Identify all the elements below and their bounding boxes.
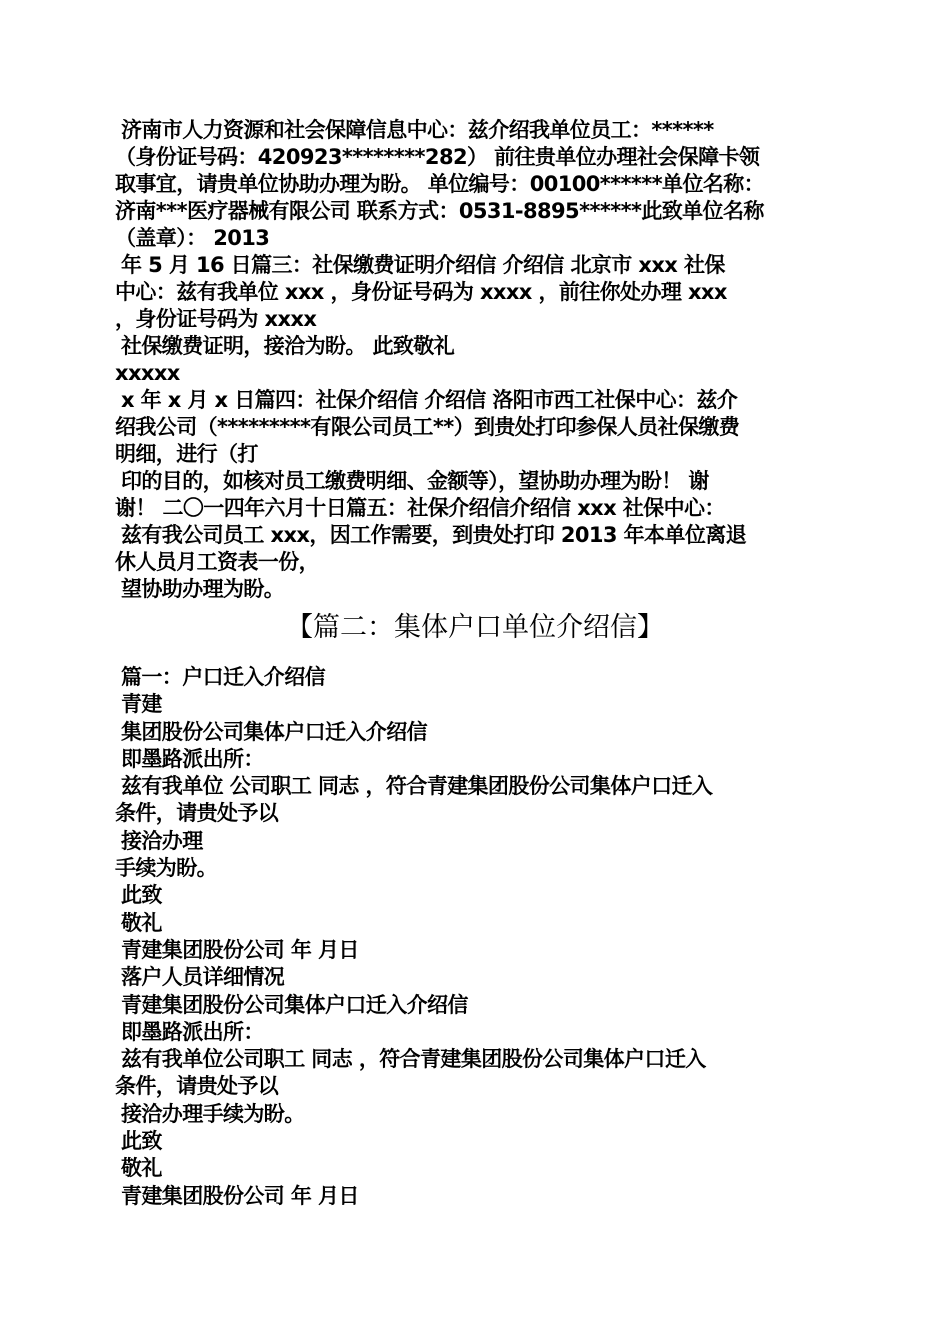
- text-line: 手续为盼。: [115, 856, 217, 881]
- text-line: 青建集团股份公司集体户口迁入介绍信: [121, 992, 468, 1017]
- text-line: 条件，请贵处予以: [115, 1074, 279, 1099]
- text-line: 条件，请贵处予以: [115, 801, 279, 826]
- text-line: 青建集团股份公司 年 月日: [121, 1183, 359, 1208]
- text-line: ，身份证号码为 xxxx: [115, 307, 317, 331]
- text-line: 落户人员详细情况: [121, 965, 285, 990]
- text-line: 青建集团股份公司 年 月日: [121, 937, 359, 962]
- text-line: xxxxx: [115, 361, 180, 385]
- text-line: 兹有我单位公司职工 同志 ，符合青建集团股份公司集体户口迁入: [121, 1047, 706, 1072]
- text-line: 青建: [121, 692, 162, 717]
- text-line: 即墨路派出所：: [121, 746, 264, 771]
- text-line: 敬礼: [121, 1156, 162, 1181]
- section-heading: 【篇二：集体户口单位介绍信】: [286, 612, 664, 643]
- text-line: 中心：兹有我单位 xxx ，身份证号码为 xxxx ，前往你处办理 xxx: [115, 280, 727, 304]
- text-line: 休人员月工资表一份，: [115, 550, 319, 574]
- text-line: 年 5 月 16 日篇三：社保缴费证明介绍信 介绍信 北京市 xxx 社保: [121, 253, 725, 277]
- text-line: 明细，进行（打: [115, 442, 258, 466]
- section-social-security-letters: [115, 117, 835, 603]
- text-line: 接洽办理手续为盼。: [121, 1101, 305, 1126]
- text-line: 谢！ 二〇一四年六月十日篇五：社保介绍信介绍信 xxx 社保中心：: [115, 496, 725, 520]
- text-line: 济南***医疗器械有限公司 联系方式：0531-8895******此致单位名称: [115, 199, 764, 223]
- text-line: 篇一：户口迁入介绍信: [121, 665, 325, 689]
- text-line: 敬礼: [121, 910, 162, 935]
- text-line: 兹有我单位 公司职工 同志 ，符合青建集团股份公司集体户口迁入: [121, 774, 713, 799]
- text-line: 此致: [121, 1129, 162, 1154]
- text-line: 接洽办理: [121, 828, 203, 853]
- text-line: 济南市人力资源和社会保障信息中心：兹介绍我单位员工：******: [121, 118, 714, 142]
- text-line: 即墨路派出所：: [121, 1019, 264, 1044]
- text-line: 社保缴费证明，接洽为盼。 此致敬礼: [121, 334, 455, 358]
- text-line: 望协助办理为盼。: [121, 577, 285, 601]
- text-line: 集团股份公司集体户口迁入介绍信: [121, 719, 427, 744]
- text-line: x 年 x 月 x 日篇四：社保介绍信 介绍信 洛阳市西工社保中心：兹介: [121, 388, 738, 412]
- text-line: 绍我公司（*********有限公司员工**）到贵处打印参保人员社保缴费: [115, 415, 740, 439]
- text-line: （身份证号码：420923********282） 前往贵单位办理社会保障卡领: [115, 145, 760, 169]
- text-line: 兹有我公司员工 xxx，因工作需要，到贵处打印 2013 年本单位离退: [121, 523, 747, 547]
- text-line: 此致: [121, 883, 162, 908]
- text-line: 取事宜，请贵单位协助办理为盼。 单位编号：00100******单位名称：: [115, 172, 765, 196]
- text-line: 印的目的，如核对员工缴费明细、金额等），望协助办理为盼！ 谢: [121, 469, 709, 493]
- section-collective-household-letters: [115, 664, 835, 1210]
- text-line: （盖章）： 2013: [115, 226, 270, 250]
